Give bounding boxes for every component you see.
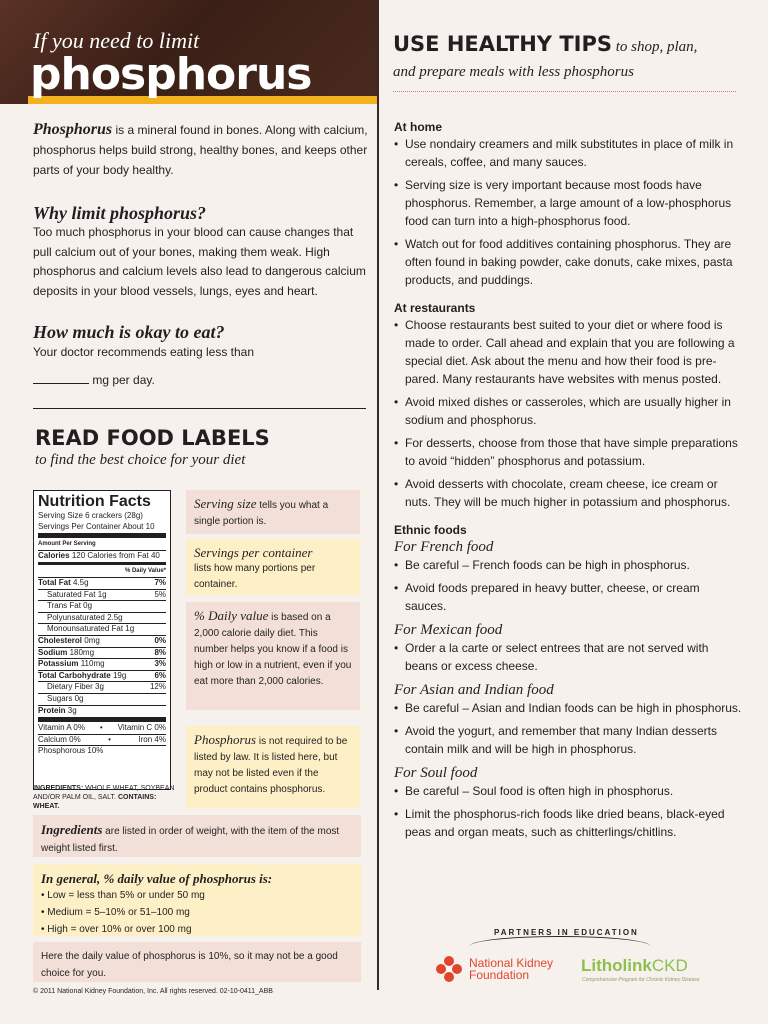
serving-size: Serving Size 6 crackers (28g) [38, 511, 143, 520]
partners-arc [470, 936, 650, 956]
nutrient-name: Polyunsaturated [47, 612, 105, 622]
header-title: phosphorus [30, 49, 312, 100]
contains-label: CONTAINS: WHEAT. [33, 794, 157, 810]
nutrition-facts-panel [33, 490, 171, 790]
list-item: • Be careful – French foods can be high in phosphorus. [394, 556, 744, 574]
nutrient-row [38, 693, 166, 705]
nutrient-row [38, 681, 166, 693]
nutrition-title: Nutrition Facts [38, 493, 151, 510]
mexican-heading: For Mexican food [394, 622, 503, 638]
ingredients-box-term: Ingredients [41, 822, 103, 837]
how-limit-line [33, 370, 368, 390]
nutrient-label [47, 590, 107, 601]
rule [38, 562, 166, 565]
how-suffix: mg per day. [89, 373, 155, 387]
nutrient-daily-value: 8% [154, 647, 166, 657]
calories-row [38, 550, 166, 562]
nutrient-amount: 110mg [80, 659, 105, 669]
general-box-list [41, 887, 353, 938]
phosphorus: Phosphorous 10% [38, 746, 104, 756]
nutrient-amount: 1g [125, 624, 135, 634]
vitamin-a: Vitamin A 0% [38, 723, 85, 733]
nutrient-label [38, 578, 89, 589]
callout-phosphorus [186, 726, 360, 808]
callout-text: is based on a 2,000 calorie daily diet. This number helps you know if a food is high or low in a nutrient, even if you eat more than 2,000 calories. [194, 612, 352, 687]
asian-heading: For Asian and Indian food [394, 682, 554, 698]
soul-heading: For Soul food [394, 765, 478, 781]
ingredients-label: INGREDIENTS: [33, 785, 84, 792]
list-item: • Choose restaurants best suited to your diet or where food is made to order. Call ahead and explain that you are following a special diet. Ask about the menu and how their food is pre-pared. Many restaurants have websites with menus posted. [394, 316, 744, 388]
list-item: • Use nondairy creamers and milk substitutes in place of milk in cereals, coffee, and many sauces. [394, 135, 744, 171]
section-divider [33, 408, 366, 409]
nutrient-name: Monounsaturated Fat [47, 624, 124, 634]
list-item: • Avoid foods prepared in heavy butter, cheese, or cream sauces. [394, 579, 744, 615]
nkf-line1: National Kidney [469, 956, 554, 970]
list-item: • Avoid the yogurt, and remember that many Indian desserts contain milk and will be high in phosphorus. [394, 722, 744, 758]
nutrient-name: Cholesterol [38, 635, 83, 645]
nutrient-row [38, 589, 166, 601]
nkf-logo-icon [432, 952, 466, 986]
callout-text: is not required to be listed by law. It is listed here, but may not be listed even if the product contains phosphorus. [194, 736, 348, 795]
nutrient-label [47, 624, 134, 635]
nutrient-label [38, 706, 77, 717]
nutrient-name: Trans Fat [47, 601, 81, 611]
nutrient-row [38, 705, 166, 717]
list-item: • Avoid mixed dishes or casseroles, which are usually higher in sodium and phosphorus. [394, 393, 744, 429]
litholink-logo [581, 956, 688, 976]
general-box [33, 864, 361, 936]
callout-daily-value [186, 602, 360, 710]
phosphorus-row [38, 745, 166, 757]
how-text: Your doctor recommends eating less than [33, 345, 255, 359]
calories-value: 120 [71, 550, 86, 560]
intro-paragraph [33, 120, 368, 180]
at-home-section [394, 119, 744, 294]
daily-value-header: % Daily Value* [124, 568, 166, 575]
nutrient-daily-value: 7% [154, 577, 166, 587]
nutrient-label [38, 636, 100, 647]
at-home-heading: At home [394, 120, 442, 134]
nutrient-row [38, 635, 166, 647]
nutrient-name: Total Fat [38, 577, 71, 587]
nutrient-amount: 2.5g [107, 612, 123, 622]
nutrient-label [38, 648, 94, 659]
list-item: • High = over 10% or over 100 mg [41, 924, 192, 935]
vitamin-c: Vitamin C 0% [117, 723, 166, 733]
nutrient-name: Saturated Fat [47, 589, 96, 599]
header-subtitle: If you need to limit [33, 28, 200, 53]
list-item: • Avoid desserts with chocolate, cream cheese, ice cream or nuts. They will be much higher in potassium and phosphorus. [394, 475, 744, 511]
callout-term: % Daily value [194, 608, 269, 623]
general-box-heading: In general, % daily value of phosphorus is: [41, 871, 273, 886]
nutrient-row [38, 600, 166, 612]
callout-serving-size [186, 490, 360, 534]
nkf-line2: Foundation [469, 968, 530, 982]
mineral-row: Calcium 0% • Iron 4% [38, 734, 166, 744]
litholink-ckd: CKD [651, 956, 688, 975]
mg-blank-field[interactable] [33, 371, 89, 384]
nutrient-row [38, 577, 166, 589]
rule [38, 533, 166, 538]
ethnic-heading: Ethnic foods [394, 523, 467, 537]
nutrient-name: Potassium [38, 659, 79, 669]
nutrient-label [47, 694, 84, 705]
nutrient-row [38, 658, 166, 670]
nutrient-amount: 0mg [84, 635, 100, 645]
tips-heading-italic: to shop, plan, [611, 39, 698, 55]
ingredients-box-text: are listed in order of weight, with the item of the most weight listed first. [41, 826, 340, 854]
copyright: © 2011 National Kidney Foundation, Inc. All rights reserved. 02-10-0411_ABB [33, 988, 273, 995]
nutrient-amount: 4.5g [72, 577, 89, 587]
calories-fat: Calories from Fat 40 [87, 550, 160, 560]
nutrient-daily-value: 0% [154, 635, 166, 645]
calcium: Calcium 0% [38, 734, 81, 744]
calories-label: Calories [38, 550, 70, 560]
list-item: • Low = less than 5% or under 50 mg [41, 890, 205, 901]
list-item: • Watch out for food additives containing phosphorus. They are often found in baking powder, cake donuts, cake mixes, pasta products, and puddings. [394, 235, 744, 289]
intro-text: is a mineral found in bones. Along with calcium, phosphorus helps build strong, healthy bones, and keeps other parts of your body healthy. [33, 123, 368, 177]
ingredients-box [33, 815, 361, 857]
nutrient-label [47, 601, 92, 612]
list-item: • Order a la carte or select entrees that are not served with beans or excess cheese. [394, 639, 744, 675]
nutrient-row [38, 623, 166, 635]
why-text: Too much phosphorus in your blood can cause changes that pull calcium out of your bones, making them weak. High phosphorus and calcium levels also lead to dangerous calcium deposits in your blood vessels, lungs, eyes and heart. [33, 225, 366, 298]
column-divider [377, 0, 379, 990]
nutrient-name: Protein [38, 705, 66, 715]
litholink-name: Litholink [581, 956, 652, 975]
callout-term: Serving size [194, 496, 257, 511]
nutrient-row [38, 612, 166, 624]
callout-text: lists how many portions per container. [194, 563, 316, 590]
nutrient-name: Total Carbohydrate [38, 670, 111, 680]
nutrient-daily-value: 6% [154, 670, 166, 680]
ingredients-line [33, 784, 183, 811]
callout-servings-per-container [186, 539, 360, 595]
nutrient-daily-value: 12% [149, 682, 166, 692]
why-heading: Why limit phosphorus? [33, 203, 207, 223]
litholink-tagline: Comprehensive Program for Chronic Kidney Disease [582, 977, 700, 983]
nutrient-label [38, 671, 126, 682]
nutrient-amount: 1g [97, 589, 107, 599]
vitamin-row: Vitamin A 0% • Vitamin C 0% [38, 723, 166, 733]
nutrient-daily-value: 5% [154, 589, 166, 599]
nkf-logo-text [469, 957, 553, 981]
list-item: • For desserts, choose from those that have simple preparations to avoid “hidden” phosphorus and potassium. [394, 434, 744, 470]
restaurants-section [394, 300, 744, 516]
nutrient-amount: 3g [95, 682, 104, 692]
nutrient-amount: 3g [67, 705, 77, 715]
partners-label: PARTNERS IN EDUCATION [494, 928, 639, 937]
callout-term: Phosphorus [194, 732, 257, 747]
dotted-divider [393, 91, 736, 92]
nutrient-amount: 19g [112, 670, 127, 680]
nutrient-amount: 0g [83, 601, 93, 611]
how-heading: How much is okay to eat? [33, 322, 225, 342]
nutrient-row [38, 670, 166, 682]
nutrient-row [38, 647, 166, 659]
nutrient-name: Sugars [47, 693, 73, 703]
amount-per-serving: Amount Per Serving [38, 541, 96, 548]
nutrient-amount: 180mg [69, 647, 95, 657]
read-labels-heading: READ FOOD LABELS [35, 426, 270, 450]
ethnic-section [394, 522, 744, 846]
list-item: • Medium = 5–10% or 51–100 mg [41, 907, 190, 918]
list-item: • Be careful – Asian and Indian foods can be high in phosphorus. [394, 699, 744, 717]
iron: Iron 4% [138, 734, 166, 744]
list-item: • Limit the phosphorus-rich foods like dried beans, black-eyed peas and organ meats, such as chitterlings/chitlins. [394, 805, 744, 841]
tips-heading-bold: USE HEALTHY TIPS [393, 32, 612, 56]
tips-heading [393, 32, 753, 56]
nutrient-label [38, 659, 105, 670]
list-item: • Serving size is very important because most foods have phosphorus. Remember, a large amount of a low-phosphorus food can turn into a high-phosphorus food. [394, 176, 744, 230]
nutrient-label [47, 613, 123, 624]
nutrient-rows [38, 577, 166, 716]
rule [38, 717, 166, 722]
example-box: Here the daily value of phosphorus is 10%, so it may not be a good choice for you. [33, 942, 361, 982]
nutrient-daily-value: 3% [154, 659, 166, 669]
nutrient-name: Sodium [38, 647, 68, 657]
nutrient-label [47, 682, 104, 693]
list-item: • Be careful – Soul food is often high in phosphorus. [394, 782, 744, 800]
ingredients-text: WHOLE WHEAT, SOYBEAN AND/OR PALM OIL, SALT. [33, 785, 175, 801]
read-labels-subheading: to find the best choice for your diet [35, 452, 246, 468]
nutrient-name: Dietary Fiber [47, 682, 93, 692]
servings-per-container: Servings Per Container About 10 [38, 521, 155, 531]
restaurants-heading: At restaurants [394, 301, 476, 315]
intro-lead: Phosphorus [33, 121, 113, 138]
callout-term: Servings per container [194, 545, 313, 560]
french-heading: For French food [394, 539, 494, 555]
nutrient-amount: 0g [74, 693, 84, 703]
tips-heading-line2: and prepare meals with less phosphorus [393, 64, 634, 80]
callout-text: tells you what a single portion is. [194, 500, 329, 527]
